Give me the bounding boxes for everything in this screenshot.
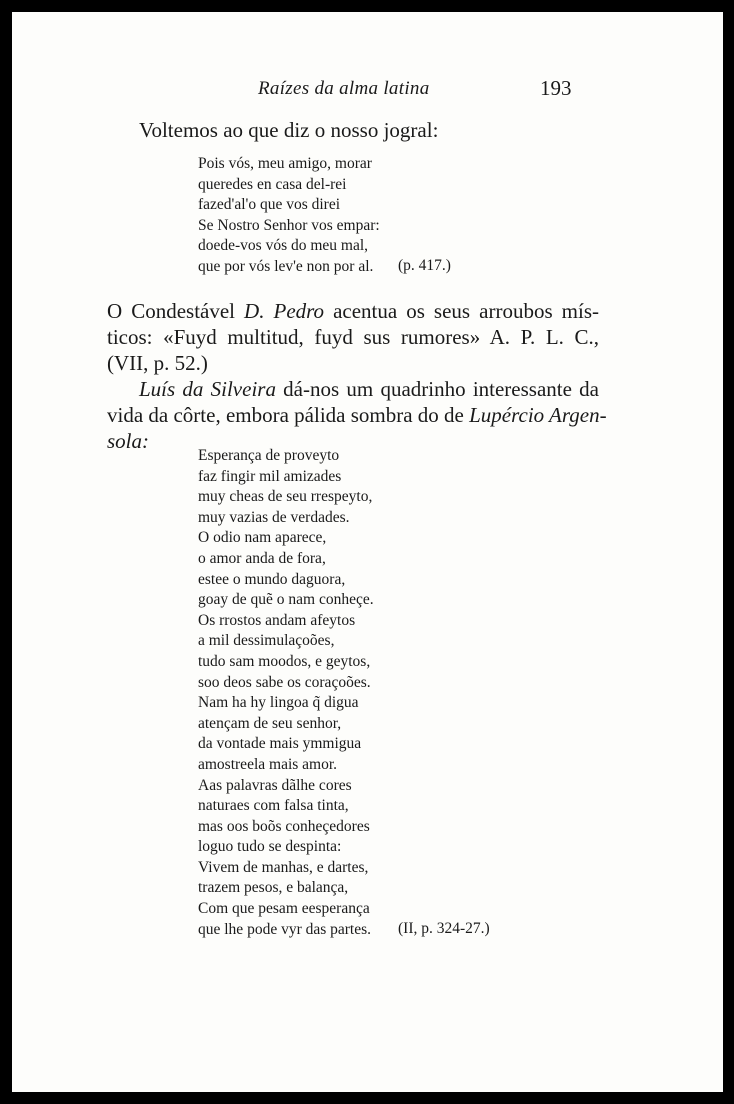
poem-2-line: atençam de seu senhor, xyxy=(198,714,342,732)
poem-2-line: da vontade mais ymmigua xyxy=(198,735,362,753)
poem-2-line: faz fingir mil amizades xyxy=(198,467,342,485)
poem-1-line: Se Nostro Senhor vos empar: xyxy=(198,216,380,234)
intro-text: Voltemos ao que diz o nosso jogral: xyxy=(139,118,439,142)
poem-1-line: queredes en casa del-rei xyxy=(198,175,347,193)
poem-1-line: fazed'al'o que vos direi xyxy=(198,196,341,214)
paragraph-line xyxy=(107,376,599,402)
poem-2-line: Aas palavras dãlhe cores xyxy=(198,776,352,794)
poem-2-line: O odio nam aparece, xyxy=(198,529,327,547)
poem-2-reference: (II, p. 324-27.) xyxy=(398,920,490,937)
poem-2-line: goay de quẽ o nam conheçe. xyxy=(198,591,374,609)
poem-2-line: estee o mundo daguora, xyxy=(198,570,346,588)
poem-1-line: que por vós lev'e non por al. xyxy=(198,257,374,275)
poem-1-line: doede-vos vós do meu mal, xyxy=(198,237,369,255)
paragraph-line: ticos: «Fuyd multitud, fuyd sus rumores» A. P. L. C., xyxy=(107,325,599,349)
paragraph-text: O Condestável xyxy=(107,299,245,323)
name-luis-da-silveira: Luís da Silveira xyxy=(139,377,276,401)
poem-2-line: Esperança de proveyto xyxy=(198,447,340,464)
paragraph-line xyxy=(107,298,599,324)
poem-2-line: Os rrostos andam afeytos xyxy=(198,611,356,629)
running-title: Raízes da alma latina xyxy=(258,78,430,99)
poem-2-line: Com que pesam eesperança xyxy=(198,900,370,918)
poem-1 xyxy=(198,154,380,278)
book-page xyxy=(12,12,723,1092)
page-header xyxy=(12,78,723,104)
poem-2-line: tudo sam moodos, e geytos, xyxy=(198,652,371,670)
poem-2-line: loguo tudo se despinta: xyxy=(198,838,342,856)
paragraph-silveira xyxy=(107,376,607,454)
poem-2-line: Nam ha hy lingoa q̃ digua xyxy=(198,694,359,712)
poem-2-line: amostreela mais amor. xyxy=(198,755,338,773)
poem-2-line: soo deos sabe os coraçoões. xyxy=(198,673,371,691)
paragraph-text: dá-nos um quadrinho interessante da xyxy=(275,377,599,401)
poem-2-line: muy cheas de seu rrespeyto, xyxy=(198,488,373,506)
intro-line xyxy=(139,117,438,143)
poem-2-line: trazem pesos, e balança, xyxy=(198,879,349,897)
paragraph-condestavel xyxy=(107,298,599,376)
poem-2-line: o amor anda de fora, xyxy=(198,549,326,567)
poem-2-line: a mil dessimulaçoões, xyxy=(198,632,335,650)
name-d-pedro: D. Pedro xyxy=(244,299,325,323)
paragraph-line: (VII, p. 52.) xyxy=(107,351,208,375)
name-argensola-end: sola: xyxy=(107,429,149,453)
poem-1-reference: (p. 417.) xyxy=(398,257,451,274)
poem-2 xyxy=(198,446,374,940)
poem-2-line: Vivem de manhas, e dartes, xyxy=(198,858,369,876)
paragraph-line xyxy=(107,402,607,428)
paragraph-text: acentua os seus arroubos mís- xyxy=(324,299,599,323)
poem-2-line: que lhe pode vyr das partes. xyxy=(198,920,372,938)
paragraph-text: vida da côrte, embora pálida sombra do de xyxy=(107,403,470,427)
name-lupercio-argensola: Lupércio Argen- xyxy=(469,403,607,427)
poem-2-line: muy vazias de verdades. xyxy=(198,508,350,526)
poem-2-line: mas oos boõs conheçedores xyxy=(198,817,370,835)
poem-2-line: naturaes com falsa tinta, xyxy=(198,797,349,815)
page-number: 193 xyxy=(540,76,572,100)
poem-1-line: Pois vós, meu amigo, morar xyxy=(198,155,372,172)
